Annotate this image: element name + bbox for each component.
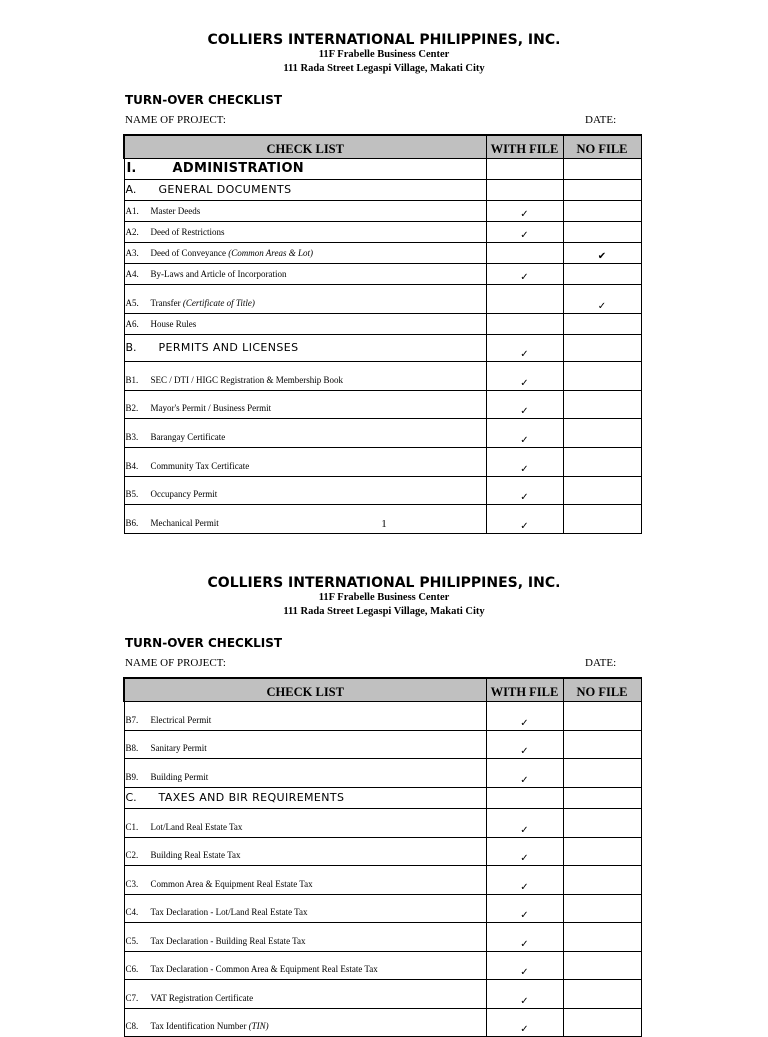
table-row	[124, 701, 641, 730]
with-file-check: ✓	[486, 758, 563, 787]
item-code: A4.	[125, 268, 139, 279]
item-code: B9.	[125, 771, 139, 782]
item-label: Mechanical Permit	[150, 517, 219, 528]
item-code: B4.	[125, 460, 139, 471]
table-row	[124, 476, 641, 504]
section-number: I.	[126, 160, 137, 176]
no-file-check: ✔	[563, 242, 641, 263]
with-file-check	[486, 242, 563, 263]
item-label: Transfer	[150, 297, 183, 308]
item-label: Deed of Restrictions	[150, 226, 225, 237]
with-file-check: ✓	[486, 922, 563, 951]
subsection-code: B.	[125, 340, 137, 354]
table-row	[124, 313, 641, 334]
item-label: Community Tax Certificate	[150, 460, 250, 471]
with-file-check	[486, 313, 563, 334]
date-label: DATE:	[585, 657, 617, 669]
table-row	[124, 758, 641, 787]
table-row	[124, 922, 641, 951]
item-label: Building Real Estate Tax	[150, 849, 241, 860]
with-file-check: ✓	[486, 837, 563, 865]
company-name: COLLIERS INTERNATIONAL PHILIPPINES, INC.	[207, 575, 561, 591]
item-label: Occupancy Permit	[150, 488, 218, 499]
address-line-2: 111 Rada Street Legaspi Village, Makati City	[283, 63, 485, 74]
item-code: A3.	[125, 247, 139, 258]
table-row	[124, 200, 641, 221]
with-file-header: WITH FILE	[486, 135, 563, 158]
table-row	[124, 951, 641, 979]
check-list-header: CHECK LIST	[124, 678, 486, 701]
item-label: Barangay Certificate	[150, 431, 226, 442]
item-code: C2.	[125, 849, 139, 860]
table-row	[124, 808, 641, 837]
item-label: Tax Declaration - Building Real Estate Tax	[150, 935, 306, 946]
table-row	[124, 730, 641, 758]
table-row	[124, 361, 641, 390]
section-row	[124, 158, 641, 179]
item-code: C7.	[125, 992, 139, 1003]
item-label: Electrical Permit	[150, 714, 212, 725]
with-file-check: ✓	[486, 390, 563, 418]
subsection-code: C.	[125, 790, 137, 804]
no-file-header: NO FILE	[563, 678, 641, 701]
with-file-check: ✓	[486, 701, 563, 730]
subsection-title: PERMITS AND LICENSES	[158, 340, 299, 354]
subsection-title: GENERAL DOCUMENTS	[158, 182, 292, 196]
table-row	[124, 242, 641, 263]
project-name-label: NAME OF PROJECT:	[125, 657, 226, 669]
with-file-check: ✓	[486, 504, 563, 533]
table-row	[124, 284, 641, 313]
no-file-check	[563, 200, 641, 221]
subsection-title: TAXES AND BIR REQUIREMENTS	[158, 790, 345, 804]
project-name-label: NAME OF PROJECT:	[125, 114, 226, 126]
with-file-check: ✓	[486, 200, 563, 221]
item-code: B2.	[125, 402, 139, 413]
table-row	[124, 837, 641, 865]
item-note: (TIN)	[248, 1020, 269, 1031]
item-code: C1.	[125, 821, 139, 832]
item-note: (Common Areas & Lot)	[228, 247, 313, 258]
check-list-header: CHECK LIST	[124, 135, 486, 158]
item-code: C3.	[125, 878, 139, 889]
address-line-1: 11F Frabelle Business Center	[318, 592, 450, 603]
item-label: Master Deeds	[150, 205, 201, 216]
item-note: (Certificate of Title)	[182, 297, 255, 308]
item-label: By-Laws and Article of Incorporation	[150, 268, 287, 279]
with-file-check: ✓	[486, 808, 563, 837]
with-file-check: ✓	[486, 476, 563, 504]
table-row	[124, 979, 641, 1008]
item-code: B8.	[125, 742, 139, 753]
item-code: B6.	[125, 517, 139, 528]
with-file-check: ✓	[486, 334, 563, 361]
item-code: C8.	[125, 1020, 139, 1031]
item-label: Deed of Conveyance	[150, 247, 229, 258]
table-row	[124, 894, 641, 922]
document-title: TURN-OVER CHECKLIST	[125, 93, 283, 107]
subsection-row	[124, 334, 641, 361]
table-row	[124, 418, 641, 447]
table-row	[124, 390, 641, 418]
table-row	[124, 263, 641, 284]
item-code: A5.	[125, 297, 139, 308]
item-label: Tax Identification Number	[150, 1020, 249, 1031]
item-code: C4.	[125, 906, 139, 917]
with-file-check: ✓	[486, 418, 563, 447]
no-file-check	[563, 263, 641, 284]
with-file-check: ✓	[486, 263, 563, 284]
subsection-row	[124, 179, 641, 200]
item-label: Common Area & Equipment Real Estate Tax	[150, 878, 313, 889]
with-file-check: ✓	[486, 894, 563, 922]
no-file-header: NO FILE	[563, 135, 641, 158]
table-row	[124, 447, 641, 476]
subsection-row	[124, 787, 641, 808]
item-label: SEC / DTI / HIGC Registration & Membership Book	[150, 374, 343, 385]
company-name: COLLIERS INTERNATIONAL PHILIPPINES, INC.	[207, 32, 561, 48]
with-file-check: ✓	[486, 221, 563, 242]
item-label: VAT Registration Certificate	[150, 992, 254, 1003]
table-row	[124, 865, 641, 894]
table-row	[124, 221, 641, 242]
item-code: B7.	[125, 714, 139, 725]
with-file-check: ✓	[486, 361, 563, 390]
no-file-check	[563, 221, 641, 242]
checklist-table	[123, 134, 642, 534]
item-label: Mayor's Permit / Business Permit	[150, 402, 272, 413]
item-code: A1.	[125, 205, 139, 216]
item-label: Tax Declaration - Common Area & Equipment Real Estate Tax	[150, 963, 378, 974]
item-code: A6.	[125, 318, 139, 329]
item-label: House Rules	[150, 318, 197, 329]
item-label: Lot/Land Real Estate Tax	[150, 821, 243, 832]
address-line-2: 111 Rada Street Legaspi Village, Makati City	[283, 606, 485, 617]
item-code: C6.	[125, 963, 139, 974]
date-label: DATE:	[585, 114, 617, 126]
with-file-check: ✓	[486, 865, 563, 894]
item-label: Sanitary Permit	[150, 742, 207, 753]
item-code: B5.	[125, 488, 139, 499]
item-code: C5.	[125, 935, 139, 946]
with-file-check: ✓	[486, 1008, 563, 1036]
document-title: TURN-OVER CHECKLIST	[125, 636, 283, 650]
table-row	[124, 1008, 641, 1036]
page-number: 1	[381, 518, 387, 530]
with-file-check: ✓	[486, 979, 563, 1008]
address-line-1: 11F Frabelle Business Center	[318, 49, 450, 60]
item-label: Tax Declaration - Lot/Land Real Estate Tax	[150, 906, 308, 917]
item-code: B3.	[125, 431, 139, 442]
with-file-header: WITH FILE	[486, 678, 563, 701]
item-code: B1.	[125, 374, 139, 385]
item-label: Building Permit	[150, 771, 209, 782]
no-file-check: ✓	[563, 284, 641, 313]
with-file-check: ✓	[486, 730, 563, 758]
with-file-check	[486, 284, 563, 313]
section-title: ADMINISTRATION	[172, 160, 304, 176]
item-code: A2.	[125, 226, 139, 237]
checklist-table	[123, 677, 642, 1037]
no-file-check	[563, 313, 641, 334]
with-file-check: ✓	[486, 447, 563, 476]
with-file-check: ✓	[486, 951, 563, 979]
subsection-code: A.	[125, 182, 137, 196]
